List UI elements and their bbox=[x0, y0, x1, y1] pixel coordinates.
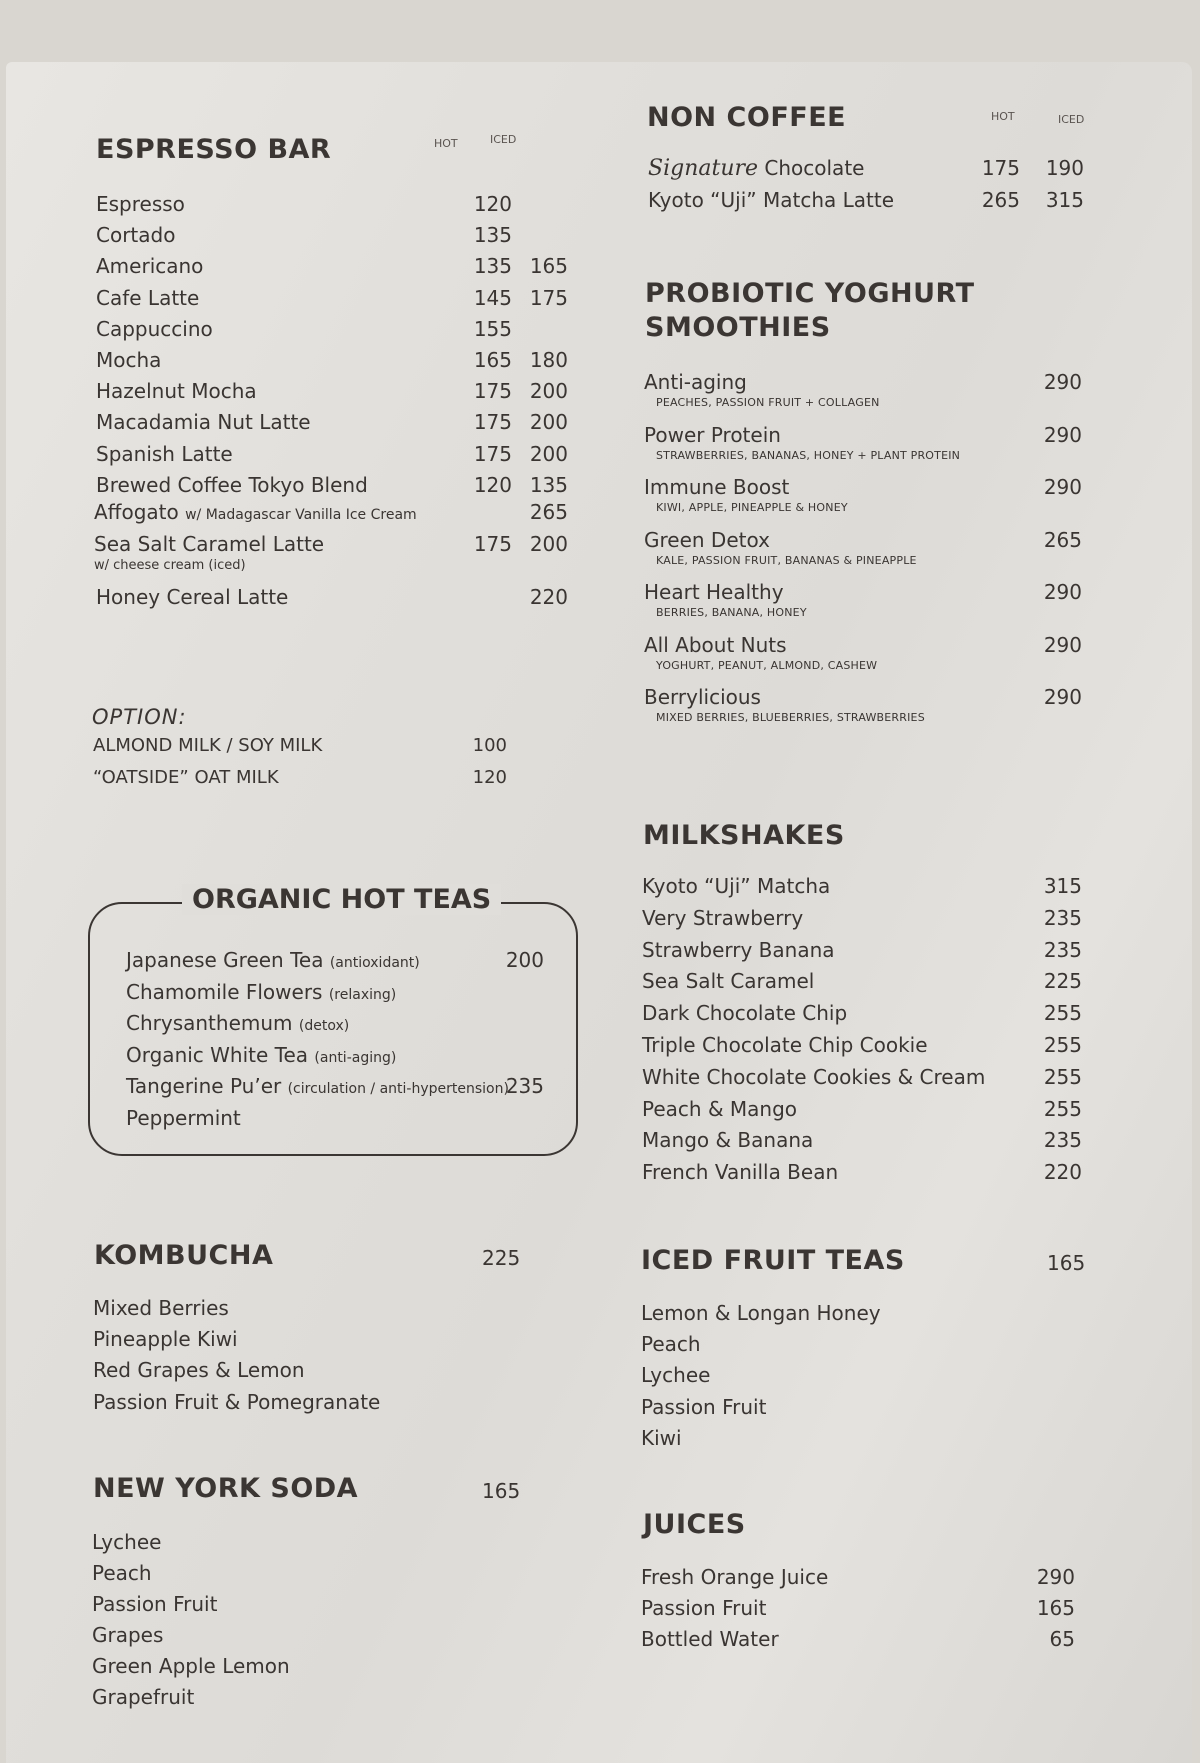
item-name: Tangerine Pu’er bbox=[126, 1074, 282, 1099]
item-price-hot: 120 bbox=[473, 192, 512, 216]
item-ingredients: STRAWBERRIES, BANANAS, HONEY + PLANT PROTEIN bbox=[656, 448, 961, 462]
item-price: 200 bbox=[505, 948, 544, 972]
item-name: Peppermint bbox=[126, 1106, 241, 1130]
item-name: Chocolate bbox=[764, 156, 865, 180]
item-price-iced: 265 bbox=[529, 500, 568, 524]
item-price: 235 bbox=[1043, 905, 1082, 930]
item-name: Macadamia Nut Latte bbox=[96, 410, 311, 435]
item-price-hot: 120 bbox=[473, 472, 512, 497]
item-price-hot: 135 bbox=[473, 254, 512, 279]
item-name: Cortado bbox=[96, 223, 176, 248]
item-name: Kiwi bbox=[641, 1425, 682, 1450]
item-name: All About Nuts bbox=[644, 632, 787, 657]
item-price-hot: 155 bbox=[473, 316, 512, 341]
item-note: (anti-aging) bbox=[314, 1049, 397, 1066]
item-label bbox=[126, 948, 420, 972]
item-ingredients: MIXED BERRIES, BLUEBERRIES, STRAWBERRIES bbox=[656, 711, 925, 724]
item-name: Pineapple Kiwi bbox=[93, 1327, 238, 1352]
item-ingredients: KIWI, APPLE, PINEAPPLE & HONEY bbox=[656, 501, 848, 514]
item-price-hot: 175 bbox=[473, 441, 512, 466]
item-ingredients: PEACHES, PASSION FRUIT + COLLAGEN bbox=[656, 396, 880, 409]
item-price-hot: 145 bbox=[473, 285, 512, 310]
item-name: Spanish Latte bbox=[96, 441, 233, 466]
item-name: Peach bbox=[641, 1332, 701, 1357]
item-name: Green Detox bbox=[644, 527, 770, 552]
item-name: Sea Salt Caramel bbox=[642, 969, 815, 994]
item-name: Very Strawberry bbox=[642, 905, 804, 930]
item-note: w/ Madagascar Vanilla Ice Cream bbox=[185, 507, 417, 523]
item-price-iced: 135 bbox=[529, 472, 568, 497]
item-name: Mixed Berries bbox=[93, 1296, 229, 1320]
kombucha-title: KOMBUCHA bbox=[94, 1240, 274, 1271]
item-label bbox=[126, 1043, 396, 1067]
item-price: 100 bbox=[472, 735, 507, 756]
item-name: Sea Salt Caramel Latte bbox=[94, 532, 325, 556]
juices-title: JUICES bbox=[643, 1509, 746, 1540]
item-name: Triple Chocolate Chip Cookie bbox=[642, 1033, 928, 1057]
item-price-iced: 200 bbox=[529, 379, 568, 404]
item-name: Lemon & Longan Honey bbox=[641, 1301, 881, 1325]
item-name: Peach bbox=[92, 1561, 152, 1585]
item-name: Power Protein bbox=[644, 422, 781, 447]
espresso-bar-title: ESPRESSO BAR bbox=[96, 134, 332, 165]
item-price-iced: 190 bbox=[1045, 156, 1084, 180]
item-name: Heart Healthy bbox=[644, 580, 784, 604]
item-name: Passion Fruit & Pomegranate bbox=[93, 1389, 381, 1414]
new-york-soda-price: 165 bbox=[482, 1479, 521, 1503]
item-name: Honey Cereal Latte bbox=[96, 585, 289, 609]
smoothies-title-line1: PROBIOTIC YOGHURT bbox=[645, 278, 975, 309]
item-name: Fresh Orange Juice bbox=[641, 1565, 829, 1589]
item-name: Passion Fruit bbox=[641, 1394, 767, 1419]
item-price: 255 bbox=[1043, 1001, 1082, 1026]
item-price: 290 bbox=[1043, 422, 1082, 447]
item-name: Lychee bbox=[641, 1363, 711, 1388]
iced-fruit-teas-title: ICED FRUIT TEAS bbox=[641, 1245, 905, 1276]
item-price: 255 bbox=[1043, 1096, 1082, 1121]
item-price: 255 bbox=[1043, 1033, 1082, 1057]
item-name: Chrysanthemum bbox=[126, 1011, 293, 1036]
item-name: Grapefruit bbox=[92, 1685, 195, 1709]
espresso-iced-header: ICED bbox=[490, 133, 517, 146]
item-name: Strawberry Banana bbox=[642, 937, 835, 962]
item-name: White Chocolate Cookies & Cream bbox=[642, 1064, 986, 1089]
item-price: 290 bbox=[1043, 475, 1082, 499]
item-price-hot: 165 bbox=[473, 348, 512, 372]
item-name: Red Grapes & Lemon bbox=[93, 1358, 305, 1383]
item-name: Mocha bbox=[96, 348, 162, 372]
item-price: 235 bbox=[1043, 937, 1082, 962]
item-note: (detox) bbox=[298, 1018, 350, 1035]
item-note: (relaxing) bbox=[328, 986, 397, 1003]
item-price: 290 bbox=[1043, 685, 1082, 709]
item-name: ALMOND MILK / SOY MILK bbox=[93, 735, 323, 756]
item-price-iced: 315 bbox=[1045, 188, 1084, 212]
item-price: 290 bbox=[1043, 632, 1082, 657]
item-name: Japanese Green Tea bbox=[126, 948, 324, 972]
item-name: French Vanilla Bean bbox=[642, 1160, 839, 1185]
item-name: Berrylicious bbox=[644, 685, 761, 709]
milkshakes-title: MILKSHAKES bbox=[643, 820, 845, 851]
item-price-hot: 265 bbox=[981, 188, 1020, 212]
item-ingredients: BERRIES, BANANA, HONEY bbox=[656, 606, 807, 619]
item-name: Chamomile Flowers bbox=[126, 979, 323, 1004]
item-price: 235 bbox=[1043, 1128, 1082, 1153]
item-price: 120 bbox=[472, 767, 507, 788]
item-name: Kyoto “Uji” Matcha Latte bbox=[648, 188, 895, 212]
item-price: 225 bbox=[1043, 969, 1082, 994]
item-price-hot: 175 bbox=[473, 532, 512, 556]
item-price: 290 bbox=[1043, 580, 1082, 604]
item-ingredients: KALE, PASSION FRUIT, BANANAS & PINEAPPLE bbox=[656, 553, 917, 567]
item-name: Grapes bbox=[92, 1623, 164, 1647]
item-price-hot: 175 bbox=[473, 379, 512, 404]
item-name: Espresso bbox=[96, 192, 185, 216]
item-note: (circulation / anti-hypertension) bbox=[287, 1081, 509, 1098]
item-name: Mango & Banana bbox=[642, 1128, 814, 1153]
kombucha-price: 225 bbox=[482, 1246, 521, 1270]
non-coffee-hot-header: HOT bbox=[991, 110, 1015, 123]
item-name: Bottled Water bbox=[641, 1627, 779, 1651]
item-name: Dark Chocolate Chip bbox=[642, 1001, 848, 1026]
option-title: OPTION: bbox=[92, 705, 187, 729]
item-price-hot: 175 bbox=[981, 156, 1020, 180]
item-price-hot: 175 bbox=[473, 410, 512, 435]
organic-hot-teas-title: ORGANIC HOT TEAS bbox=[182, 884, 501, 915]
item-price: 165 bbox=[1036, 1596, 1075, 1620]
item-name: Hazelnut Mocha bbox=[96, 379, 257, 404]
item-name: Peach & Mango bbox=[642, 1096, 798, 1121]
item-price-iced: 220 bbox=[529, 585, 568, 609]
item-price: 290 bbox=[1036, 1565, 1075, 1589]
smoothies-title-line2: SMOOTHIES bbox=[645, 312, 831, 343]
item-price: 65 bbox=[1049, 1627, 1075, 1651]
item-price: 315 bbox=[1043, 874, 1082, 898]
item-label bbox=[126, 1106, 241, 1130]
item-name: Immune Boost bbox=[644, 475, 790, 499]
signature-label: Signature bbox=[648, 156, 759, 181]
item-name: Cappuccino bbox=[96, 316, 213, 341]
item-price-iced: 200 bbox=[529, 532, 568, 556]
item-name: Americano bbox=[96, 254, 204, 279]
item-price-iced: 200 bbox=[529, 410, 568, 435]
item-name: Affogato bbox=[94, 500, 179, 524]
item-name: Kyoto “Uji” Matcha bbox=[642, 874, 831, 898]
item-name: Cafe Latte bbox=[96, 285, 200, 310]
item-ingredients: YOGHURT, PEANUT, ALMOND, CASHEW bbox=[656, 658, 878, 672]
item-price: 290 bbox=[1043, 370, 1082, 394]
item-label bbox=[126, 1074, 509, 1098]
item-price-iced: 165 bbox=[529, 254, 568, 279]
item-name: Anti-aging bbox=[644, 370, 747, 394]
item-name: Organic White Tea bbox=[126, 1042, 309, 1067]
espresso-hot-header: HOT bbox=[434, 137, 458, 150]
item-price: 255 bbox=[1043, 1064, 1082, 1089]
non-coffee-title: NON COFFEE bbox=[647, 102, 847, 133]
item-name: Passion Fruit bbox=[92, 1592, 218, 1616]
item-name: Brewed Coffee Tokyo Blend bbox=[96, 472, 368, 497]
new-york-soda-title: NEW YORK SODA bbox=[93, 1473, 359, 1504]
item-price-hot: 135 bbox=[473, 223, 512, 248]
item-name: “OATSIDE” OAT MILK bbox=[93, 767, 279, 788]
item-price-iced: 175 bbox=[529, 285, 568, 310]
item-name: Passion Fruit bbox=[641, 1596, 767, 1620]
item-price: 265 bbox=[1043, 527, 1082, 552]
non-coffee-iced-header: ICED bbox=[1058, 113, 1085, 126]
item-price: 220 bbox=[1043, 1160, 1082, 1185]
item-label bbox=[126, 1011, 349, 1035]
item-price-iced: 180 bbox=[529, 348, 568, 372]
sea-salt-note: w/ cheese cream (iced) bbox=[94, 558, 246, 573]
item-price: 235 bbox=[505, 1074, 544, 1099]
item-note: (antioxidant) bbox=[329, 955, 420, 971]
item-name: Green Apple Lemon bbox=[92, 1654, 290, 1678]
iced-fruit-teas-price: 165 bbox=[1047, 1251, 1086, 1275]
item-label bbox=[126, 980, 396, 1004]
item-name: Lychee bbox=[92, 1530, 162, 1554]
item-price-iced: 200 bbox=[529, 441, 568, 466]
